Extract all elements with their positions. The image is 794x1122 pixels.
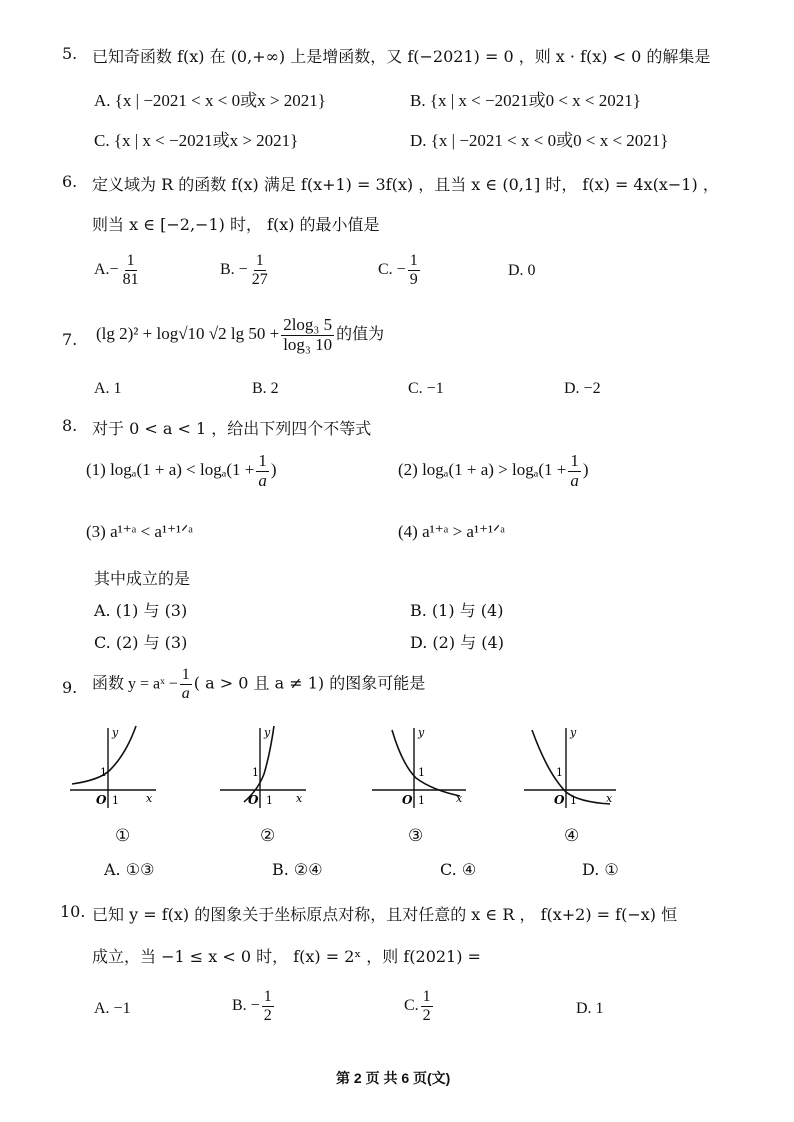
graph-2 xyxy=(220,724,310,810)
graph-1-y-label: y xyxy=(112,726,119,739)
q6-option-a: A.− $\frac{1}{81}$ xyxy=(94,252,139,288)
q6-number: 6. xyxy=(62,172,78,191)
q5-stem: 已知奇函数 f(x) 在 (0,+∞) 上是增函数，又 f(−2021) = 0 ，则 x · f(x) < 0 的解集是 xyxy=(92,47,711,66)
q6-option-d: D. 0 xyxy=(508,262,536,279)
q10-stem-line2: 成立，当 −1 ≤ x < 0 时， f(x) = 2ˣ ，则 f(2021) = xyxy=(92,947,481,966)
graph-2-origin: O xyxy=(248,793,259,807)
graph-4-label: ④ xyxy=(564,826,580,846)
graph-3 xyxy=(372,724,470,810)
q9-stem: 函数 y = aˣ − $\frac{1}{a}$ ( a > 0 且 a ≠ 1) 的图象可能是 xyxy=(92,666,426,702)
q8-stem: 对于 0 < a < 1 ，给出下列四个不等式 xyxy=(92,419,372,438)
graph-4-origin: O xyxy=(554,793,565,807)
graph-1-label: ① xyxy=(115,826,131,846)
q7-option-a: A. 1 xyxy=(94,380,122,397)
q6-b-fraction: $\frac{1}{27}$ xyxy=(251,252,268,288)
q6-option-b: B. − $\frac{1}{27}$ xyxy=(220,252,268,288)
graph-2-x-label: x xyxy=(296,792,303,805)
q6-stem-line1: 定义域为 R 的函数 f(x) 满足 f(x+1) = 3f(x) ，且当 x ∈ (0,1] 时， f(x) = 4x(x−1) ， xyxy=(92,175,719,194)
q6-option-c: C. − $\frac{1}{9}$ xyxy=(378,252,418,288)
page-footer: 第 2 页 共 6 页(文) xyxy=(336,1070,451,1086)
graph-3-curve xyxy=(392,730,460,796)
graph-1-x-label: x xyxy=(146,792,153,805)
graph-3-x-one: 1 xyxy=(418,794,425,807)
q5-option-c: C. {x | x < −2021或x > 2021} xyxy=(94,131,299,150)
q8-item-2: (2) logₐ(1 + a) > logₐ(1 + $\frac{1}{a}$ ) xyxy=(398,451,589,490)
graph-4-curve xyxy=(532,730,610,804)
q8-which: 其中成立的是 xyxy=(94,569,191,588)
q8-item-1: (1) logₐ(1 + a) < logₐ(1 + $\frac{1}{a}$ ) xyxy=(86,451,277,490)
graph-2-label: ② xyxy=(260,826,276,846)
graph-3-label: ③ xyxy=(408,826,424,846)
q9-option-c: C. ④ xyxy=(440,860,477,879)
q8-item-3: (3) a¹⁺ᵃ < a¹⁺¹ᐟᵃ xyxy=(86,522,193,541)
q5-option-b: B. {x | x < −2021或0 < x < 2021} xyxy=(410,91,641,110)
graph-3-origin: O xyxy=(402,793,413,807)
q6-a-fraction: $\frac{1}{81}$ xyxy=(122,252,139,288)
q8-option-c: C. (2) 与 (3) xyxy=(94,633,188,652)
q7-expression: (lg 2)² + log√10 √2 lg 50 + $\frac{\text{2log₃ 5}}{\text{log₃ 10}}$ 的值为 xyxy=(96,315,385,354)
q5-option-a: A. {x | −2021 < x < 0或x > 2021} xyxy=(94,91,326,110)
graph-3-y-one: 1 xyxy=(418,766,425,779)
graph-1 xyxy=(70,724,160,810)
q8-option-d: D. (2) 与 (4) xyxy=(410,633,504,652)
graph-3-y-label: y xyxy=(418,726,425,739)
q10-option-a: A. −1 xyxy=(94,1000,131,1017)
q8-option-a: A. (1) 与 (3) xyxy=(94,601,188,620)
q10-option-d: D. 1 xyxy=(576,1000,604,1017)
q7-option-b: B. 2 xyxy=(252,380,279,397)
graph-1-y-one: 1 xyxy=(100,766,107,779)
q9-number: 9. xyxy=(62,678,78,697)
q10-number: 10. xyxy=(60,902,86,921)
q10-stem-line1: 已知 y = f(x) 的图象关于坐标原点对称，且对任意的 x ∈ R ， f(x+2) = f(−x) 恒 xyxy=(92,905,678,924)
q9-option-a: A. ①③ xyxy=(104,860,155,879)
graph-4-y-one: 1 xyxy=(556,766,563,779)
q8-option-b: B. (1) 与 (4) xyxy=(410,601,504,620)
q5-option-d: D. {x | −2021 < x < 0或0 < x < 2021} xyxy=(410,131,669,150)
graph-4-x-one: 1 xyxy=(570,794,577,807)
graph-2-y-one: 1 xyxy=(252,766,259,779)
q5-number: 5. xyxy=(62,44,78,63)
q7-fraction: $\frac{\text{2log₃ 5}}{\text{log₃ 10}}$ xyxy=(283,315,333,354)
graph-4-y-label: y xyxy=(570,726,577,739)
q9-option-b: B. ②④ xyxy=(272,860,323,879)
q10-option-c: C. $\frac{1}{2}$ xyxy=(404,988,431,1024)
q7-option-c: C. −1 xyxy=(408,380,444,397)
q10-option-b: B. − $\frac{1}{2}$ xyxy=(232,988,272,1024)
q9-option-d: D. ① xyxy=(582,860,619,879)
q7-number: 7. xyxy=(62,330,78,349)
graph-3-x-label: x xyxy=(456,792,463,805)
graph-2-x-one: 1 xyxy=(266,794,273,807)
q8-number: 8. xyxy=(62,416,78,435)
graph-4 xyxy=(524,724,620,810)
q6-c-fraction: $\frac{1}{9}$ xyxy=(409,252,418,288)
graph-2-y-label: y xyxy=(264,726,271,739)
graph-1-x-one: 1 xyxy=(112,794,119,807)
q8-item-4: (4) a¹⁺ᵃ > a¹⁺¹ᐟᵃ xyxy=(398,522,505,541)
q7-option-d: D. −2 xyxy=(564,380,601,397)
graph-4-x-label: x xyxy=(606,792,613,805)
q6-stem-line2: 则当 x ∈ [−2,−1) 时， f(x) 的最小值是 xyxy=(92,215,380,234)
graph-1-origin: O xyxy=(96,793,107,807)
